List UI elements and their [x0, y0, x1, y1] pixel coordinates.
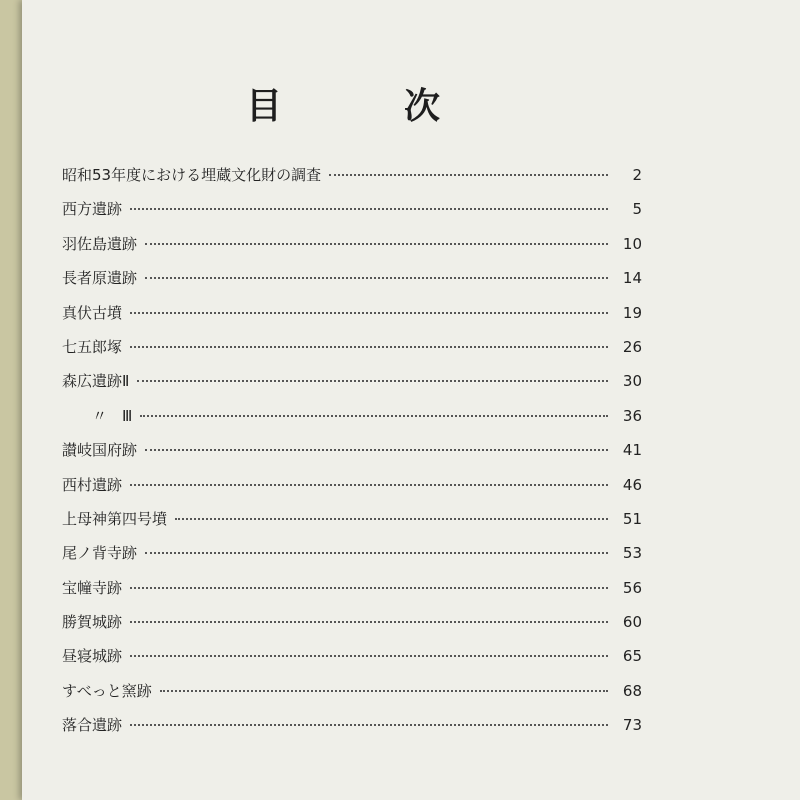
document-page	[22, 0, 800, 800]
dot-leader	[145, 552, 608, 554]
dot-leader	[130, 655, 608, 657]
toc-entry	[62, 296, 642, 330]
toc-entry	[62, 192, 642, 226]
dot-leader	[145, 277, 608, 279]
toc-entry-title: 昼寝城跡	[62, 647, 123, 666]
toc-entry-page: 46	[622, 475, 642, 494]
toc-entry	[62, 433, 642, 467]
toc-entry-page: 60	[622, 613, 642, 632]
toc-entry-page: 14	[622, 269, 642, 288]
toc-entry	[62, 605, 642, 639]
toc-entry-title: 長者原遺跡	[62, 269, 138, 288]
toc-entry-page: 19	[622, 303, 642, 322]
title-char-2: 次	[404, 85, 443, 127]
toc-entry-page: 26	[622, 337, 642, 356]
toc-entry	[62, 330, 642, 364]
toc-entry-page: 5	[632, 200, 642, 219]
dot-leader	[145, 243, 608, 245]
toc-entry-title: 西村遺跡	[62, 475, 123, 494]
page-title	[22, 78, 800, 128]
toc-entry	[62, 399, 642, 433]
toc-entry	[62, 708, 642, 742]
toc-entry-page: 36	[622, 406, 642, 425]
dot-leader	[130, 484, 608, 486]
toc-entry-title: 讃岐国府跡	[62, 441, 138, 460]
toc-entry-page: 30	[622, 372, 642, 391]
toc-entry	[62, 158, 642, 192]
toc-entry	[62, 536, 642, 570]
toc-entry-title: 七五郎塚	[62, 337, 123, 356]
toc-entry-page: 41	[622, 441, 642, 460]
dot-leader	[175, 518, 608, 520]
toc-entry	[62, 468, 642, 502]
dot-leader	[130, 208, 608, 210]
toc-entry-page: 53	[622, 544, 642, 563]
toc-entry	[62, 674, 642, 708]
dot-leader	[160, 690, 608, 692]
toc-entry-page: 68	[622, 681, 642, 700]
toc-entry-title: 落合遺跡	[62, 716, 123, 735]
toc-entry-title: 宝幢寺跡	[62, 578, 123, 597]
toc-entry-title: 〃 Ⅲ	[92, 406, 133, 425]
dot-leader	[130, 312, 608, 314]
toc-entry-page: 73	[622, 716, 642, 735]
toc-entry-title: 森広遺跡Ⅱ	[62, 372, 130, 391]
dot-leader	[130, 724, 608, 726]
toc-entry-title: 勝賀城跡	[62, 613, 123, 632]
toc-entry	[62, 364, 642, 398]
toc-entry-title: 羽佐島遺跡	[62, 234, 138, 253]
dot-leader	[130, 621, 608, 623]
toc-entry	[62, 227, 642, 261]
dot-leader	[145, 449, 608, 451]
toc-entry	[62, 639, 642, 673]
dot-leader	[329, 174, 608, 176]
toc-entry-page: 51	[622, 509, 642, 528]
toc-entry	[62, 502, 642, 536]
toc-entry-title: 尾ノ背寺跡	[62, 544, 138, 563]
toc-entry-page: 2	[632, 166, 642, 184]
toc-entry-page: 56	[622, 578, 642, 597]
dot-leader	[137, 380, 608, 382]
toc-entry-title: 昭和53年度における埋蔵文化財の調査	[62, 166, 322, 184]
dot-leader	[130, 346, 608, 348]
toc-entry-page: 65	[622, 647, 642, 666]
toc-entry	[62, 261, 642, 295]
dot-leader	[140, 415, 608, 417]
table-of-contents	[62, 158, 642, 743]
dot-leader	[130, 587, 608, 589]
title-char-1: 目	[246, 85, 285, 127]
toc-entry	[62, 571, 642, 605]
toc-entry-title: 上母神第四号墳	[62, 509, 168, 528]
toc-entry-page: 10	[622, 234, 642, 253]
toc-entry-title: 西方遺跡	[62, 200, 123, 219]
toc-entry-title: 真伏古墳	[62, 303, 123, 322]
toc-entry-title: すべっと窯跡	[62, 681, 152, 700]
